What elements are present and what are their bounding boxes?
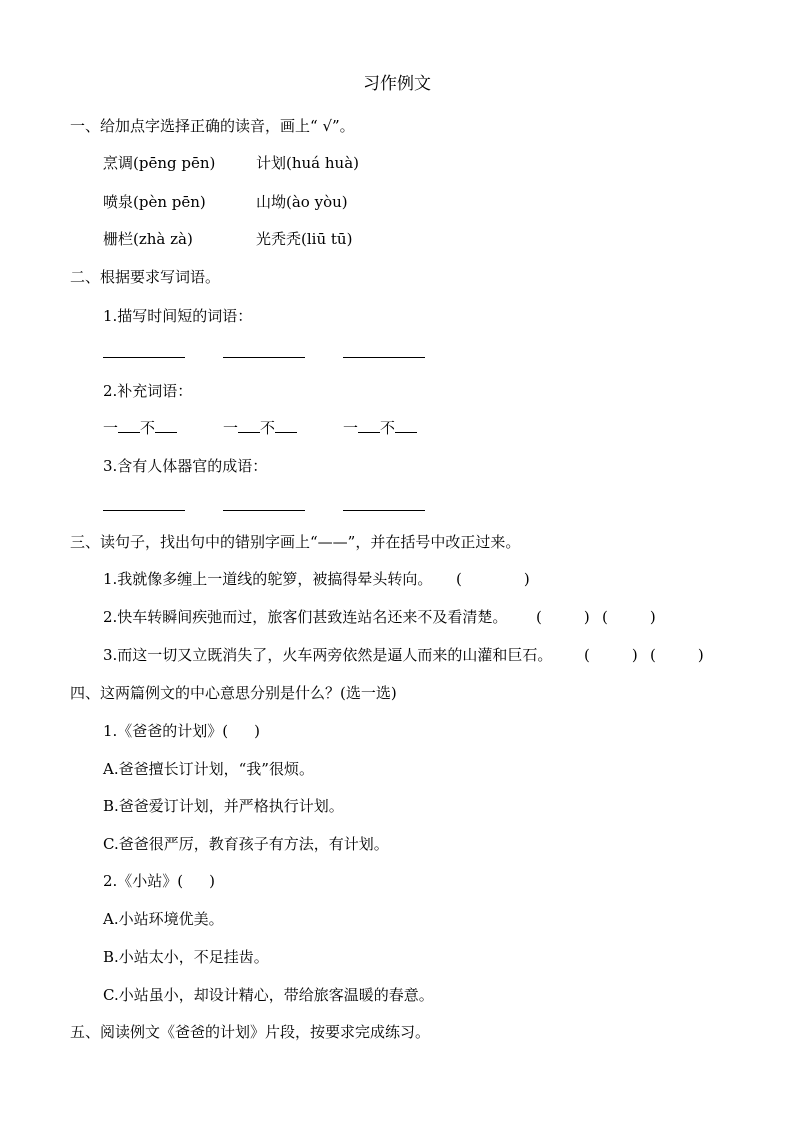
- option-a[interactable]: A.小站环境优美。: [103, 910, 224, 928]
- option-c[interactable]: C.小站虽小，却设计精心，带给旅客温暖的春意。: [103, 986, 434, 1004]
- fill-blank[interactable]: [358, 418, 380, 433]
- fill-char: 一: [343, 419, 359, 437]
- question-1: 1.描写时间短的词语：: [103, 307, 253, 325]
- option-b[interactable]: B.小站太小，不足挂齿。: [103, 948, 269, 966]
- answer-blank[interactable]: [223, 510, 305, 511]
- choice-question-1: 1.《爸爸的计划》( ): [103, 722, 261, 740]
- section-5-heading: 五、阅读例文《爸爸的计划》片段，按要求完成练习。: [70, 1023, 431, 1041]
- answer-paren[interactable]: ( ): [536, 608, 590, 626]
- option-c[interactable]: C.爸爸很严厉，教育孩子有方法，有计划。: [103, 835, 389, 853]
- fill-blank[interactable]: [395, 418, 417, 433]
- answer-paren[interactable]: ( ): [456, 570, 530, 588]
- section-1-heading: 一、给加点字选择正确的读音，画上“ √”。: [70, 117, 355, 135]
- pinyin-item: 光秃秃(liū tū): [256, 230, 353, 248]
- sentence-3: 3.而这一切又立既消失了，火车两旁依然是逼人而来的山灌和巨石。: [103, 646, 553, 664]
- answer-paren[interactable]: ( ): [584, 646, 638, 664]
- option-a[interactable]: A.爸爸擅长订计划，“我”很烦。: [103, 760, 314, 778]
- fill-phrase: [103, 418, 177, 438]
- pinyin-item: 烹调(pēng pēn): [103, 154, 216, 172]
- fill-phrase: [343, 418, 417, 438]
- question-2: 2.补充词语：: [103, 382, 193, 400]
- answer-blank[interactable]: [223, 357, 305, 358]
- page-title: 习作例文: [363, 74, 431, 94]
- answer-blank[interactable]: [103, 510, 185, 511]
- answer-blank[interactable]: [343, 510, 425, 511]
- option-b[interactable]: B.爸爸爱订计划，并严格执行计划。: [103, 797, 344, 815]
- section-2-heading: 二、根据要求写词语。: [70, 268, 221, 286]
- answer-blank[interactable]: [343, 357, 425, 358]
- pinyin-item: 栅栏(zhà zà): [103, 230, 193, 248]
- fill-phrase: [223, 418, 297, 438]
- pinyin-item: 山坳(ào yòu): [256, 193, 348, 211]
- fill-char: 一: [103, 419, 119, 437]
- pinyin-item: 计划(huá huà): [256, 154, 360, 172]
- answer-blank[interactable]: [103, 357, 185, 358]
- fill-char: 不: [140, 419, 156, 437]
- pinyin-item: 喷泉(pèn pēn): [103, 193, 206, 211]
- section-4-heading: 四、这两篇例文的中心意思分别是什么？(选一选): [70, 684, 397, 702]
- fill-char: 不: [380, 419, 396, 437]
- answer-paren[interactable]: ( ): [602, 608, 656, 626]
- fill-blank[interactable]: [238, 418, 260, 433]
- fill-blank[interactable]: [275, 418, 297, 433]
- sentence-2: 2.快车转瞬间疾弛而过，旅客们甚致连站名还来不及看清楚。: [103, 608, 508, 626]
- sentence-1: 1.我就像多缠上一道线的鸵箩，被搞得晕头转向。: [103, 570, 433, 588]
- answer-paren[interactable]: ( ): [650, 646, 704, 664]
- question-3: 3.含有人体器官的成语：: [103, 457, 268, 475]
- fill-blank[interactable]: [118, 418, 140, 433]
- fill-char: 不: [260, 419, 276, 437]
- section-3-heading: 三、读句子，找出句中的错别字画上“——”，并在括号中改正过来。: [70, 533, 521, 551]
- choice-question-2: 2.《小站》( ): [103, 872, 216, 890]
- fill-char: 一: [223, 419, 239, 437]
- fill-blank[interactable]: [155, 418, 177, 433]
